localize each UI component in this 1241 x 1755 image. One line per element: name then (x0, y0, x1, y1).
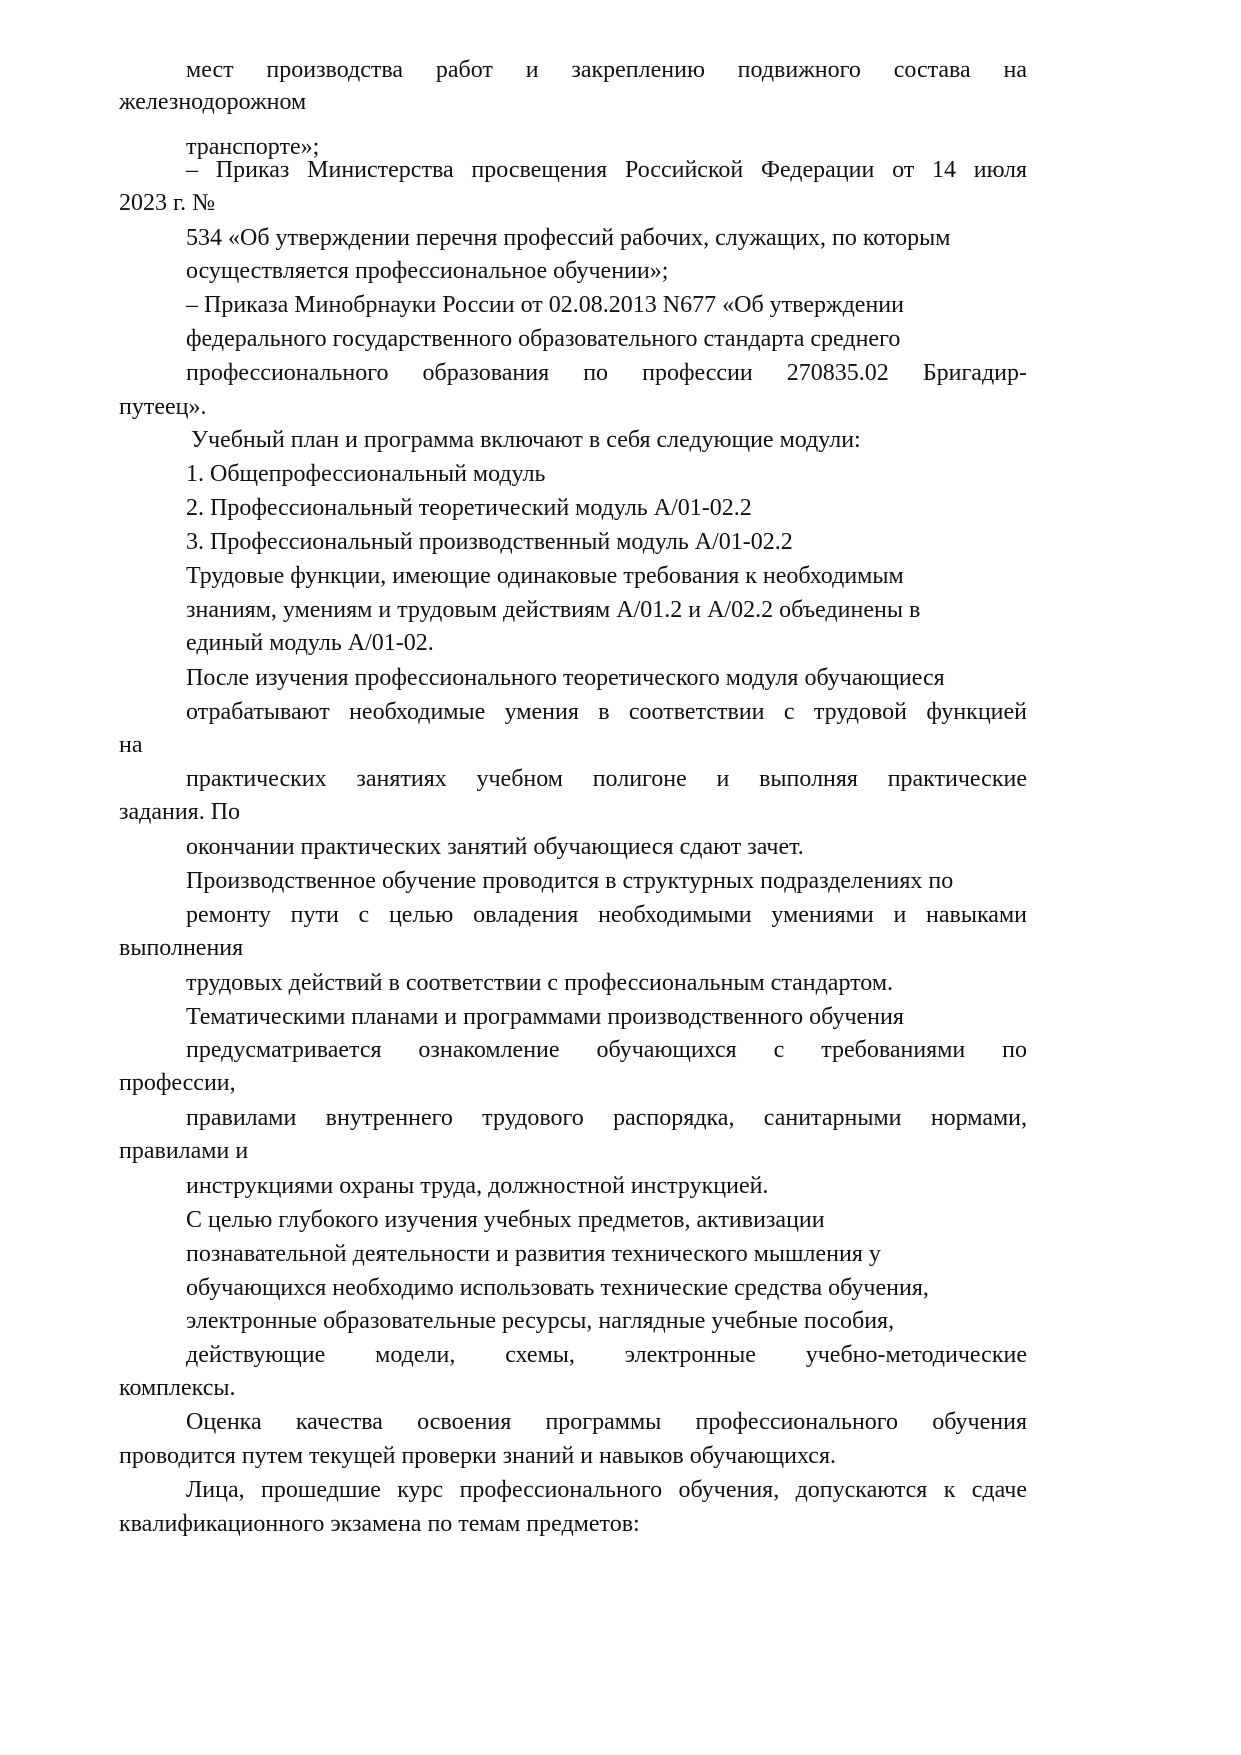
text-line: познавательной деятельности и развития технического мышления у (186, 1241, 881, 1267)
text-line: Трудовые функции, имеющие одинаковые требования к необходимым (186, 563, 904, 589)
text-line: путеец». (119, 394, 207, 420)
text-line: задания. По (119, 799, 241, 825)
text-line: практических занятиях учебном полигоне и выполняя практические (186, 766, 1027, 792)
text-line: знаниям, умениям и трудовым действиям А/01.2 и А/02.2 объединены в (186, 597, 921, 623)
text-line: осуществляется профессиональное обучении»; (186, 258, 669, 284)
list-item: 1. Общепрофессиональный модуль (186, 461, 546, 487)
text-line: федерального государственного образовательного стандарта среднего (186, 326, 901, 352)
text-line: Учебный план и программа включают в себя следующие модули: (191, 427, 861, 453)
text-line: Оценка качества освоения программы профессионального обучения (186, 1409, 1027, 1435)
text-line: предусматривается ознакомление обучающихся с требованиями по (186, 1037, 1027, 1063)
text-line: профессии, (119, 1070, 236, 1096)
text-line: трудовых действий в соответствии с профессиональным стандартом. (186, 970, 894, 996)
text-line: отрабатывают необходимые умения в соответствии с трудовой функцией (186, 699, 1027, 725)
text-line: – Приказ Министерства просвещения Российской Федерации от 14 июля (186, 157, 1027, 183)
text-line: электронные образовательные ресурсы, наглядные учебные пособия, (186, 1308, 895, 1334)
text-line: на (119, 732, 143, 758)
text-line: профессионального образования по профессии 270835.02 Бригадир- (186, 360, 1027, 386)
list-item: 2. Профессиональный теоретический модуль А/01-02.2 (186, 495, 752, 521)
text-line: После изучения профессионального теоретического модуля обучающиеся (186, 665, 945, 691)
list-item: 3. Профессиональный производственный модуль А/01-02.2 (186, 529, 793, 555)
text-line: действующие модели, схемы, электронные учебно-методические (186, 1342, 1027, 1368)
text-line: транспорте»; (186, 134, 320, 160)
text-line: 2023 г. № (119, 190, 216, 216)
text-line: проводится путем текущей проверки знаний и навыков обучающихся. (119, 1443, 836, 1469)
text-line: правилами внутреннего трудового распорядка, санитарными нормами, (186, 1105, 1027, 1131)
text-line: С целью глубокого изучения учебных предметов, активизации (186, 1207, 825, 1233)
text-line: ремонту пути с целью овладения необходимыми умениями и навыками (186, 902, 1027, 928)
text-line: железнодорожном (119, 89, 307, 115)
text-line: обучающихся необходимо использовать технические средства обучения, (186, 1275, 929, 1301)
text-line: мест производства работ и закреплению подвижного состава на (186, 57, 1027, 83)
text-line: выполнения (119, 935, 244, 961)
text-line: Лица, прошедшие курс профессионального обучения, допускаются к сдаче (186, 1477, 1027, 1503)
text-line: инструкциями охраны труда, должностной инструкцией. (186, 1173, 769, 1199)
text-line: комплексы. (119, 1375, 236, 1401)
text-line: правилами и (119, 1138, 249, 1164)
text-line: – Приказа Минобрнауки России от 02.08.2013 N677 «Об утверждении (186, 292, 904, 318)
text-line: 534 «Об утверждении перечня профессий рабочих, служащих, по которым (186, 225, 951, 251)
text-line: Производственное обучение проводится в структурных подразделениях по (186, 868, 954, 894)
text-line: окончании практических занятий обучающиеся сдают зачет. (186, 834, 804, 860)
text-line: квалификационного экзамена по темам предметов: (119, 1511, 640, 1537)
text-line: единый модуль А/01-02. (186, 630, 434, 656)
text-line: Тематическими планами и программами производственного обучения (186, 1004, 904, 1030)
